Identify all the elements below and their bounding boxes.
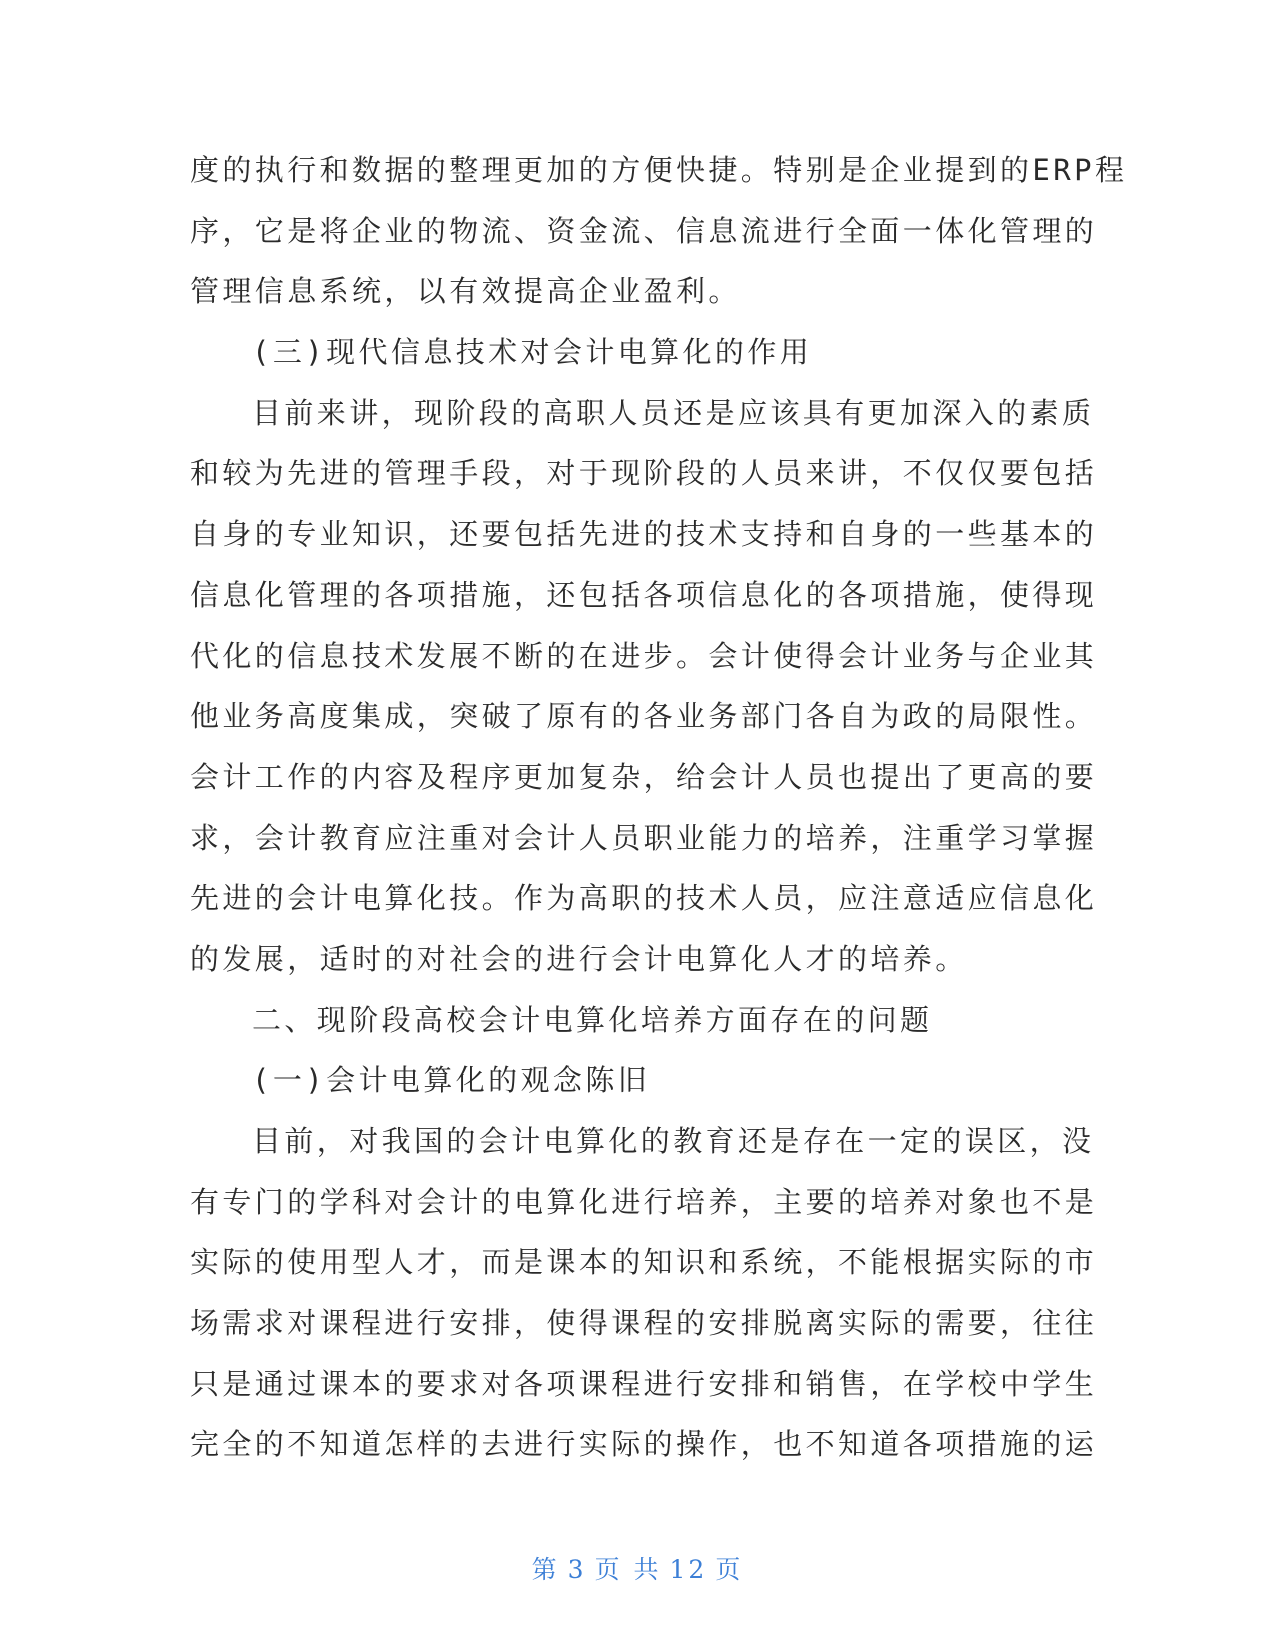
text-line: 只是通过课本的要求对各项课程进行安排和销售，在学校中学生: [190, 1366, 1098, 1401]
text-line: 求，会计教育应注重对会计人员职业能力的培养，注重学习掌握: [190, 820, 1098, 855]
subsection-heading: (一)会计电算化的观念陈旧: [252, 1063, 651, 1098]
section-heading: 二、现阶段高校会计电算化培养方面存在的问题: [252, 1002, 933, 1037]
text-line: 序，它是将企业的物流、资金流、信息流进行全面一体化管理的: [190, 213, 1098, 248]
text-line: 和较为先进的管理手段，对于现阶段的人员来讲，不仅仅要包括: [190, 456, 1098, 491]
text-line: 实际的使用型人才，而是课本的知识和系统，不能根据实际的市: [190, 1245, 1098, 1280]
section-heading: (三)现代信息技术对会计电算化的作用: [252, 335, 813, 370]
text-line: 管理信息系统，以有效提高企业盈利。: [190, 274, 741, 309]
text-line: 会计工作的内容及程序更加复杂，给会计人员也提出了更高的要: [190, 759, 1098, 794]
current-page-number: 3: [567, 1555, 587, 1584]
document-body: [190, 140, 1128, 1475]
text-line: 自身的专业知识，还要包括先进的技术支持和自身的一些基本的: [190, 517, 1098, 552]
page-footer: [0, 1550, 1275, 1586]
text-line: 先进的会计电算化技。作为高职的技术人员，应注意适应信息化: [190, 881, 1098, 916]
footer-prefix: 第: [531, 1555, 560, 1584]
footer-suffix: 页: [715, 1555, 744, 1584]
total-pages-number: 12: [669, 1555, 708, 1584]
text-line: 他业务高度集成，突破了原有的各业务部门各自为政的局限性。: [190, 699, 1098, 734]
paragraph-start: 目前来讲，现阶段的高职人员还是应该具有更加深入的素质: [252, 395, 1095, 430]
text-line: 代化的信息技术发展不断的在进步。会计使得会计业务与企业其: [190, 638, 1098, 673]
text-line: 度的执行和数据的整理更加的方便快捷。特别是企业提到的ERP程: [190, 153, 1128, 187]
footer-middle: 页 共: [594, 1555, 662, 1584]
text-line: 信息化管理的各项措施，还包括各项信息化的各项措施，使得现: [190, 577, 1098, 612]
text-line: 有专门的学科对会计的电算化进行培养，主要的培养对象也不是: [190, 1184, 1098, 1219]
text-line: 完全的不知道怎样的去进行实际的操作，也不知道各项措施的运: [190, 1427, 1098, 1462]
paragraph-start: 目前，对我国的会计电算化的教育还是存在一定的误区，没: [252, 1124, 1095, 1158]
text-line: 的发展，适时的对社会的进行会计电算化人才的培养。: [190, 941, 968, 976]
text-line: 场需求对课程进行安排，使得课程的安排脱离实际的需要，往往: [190, 1306, 1098, 1341]
